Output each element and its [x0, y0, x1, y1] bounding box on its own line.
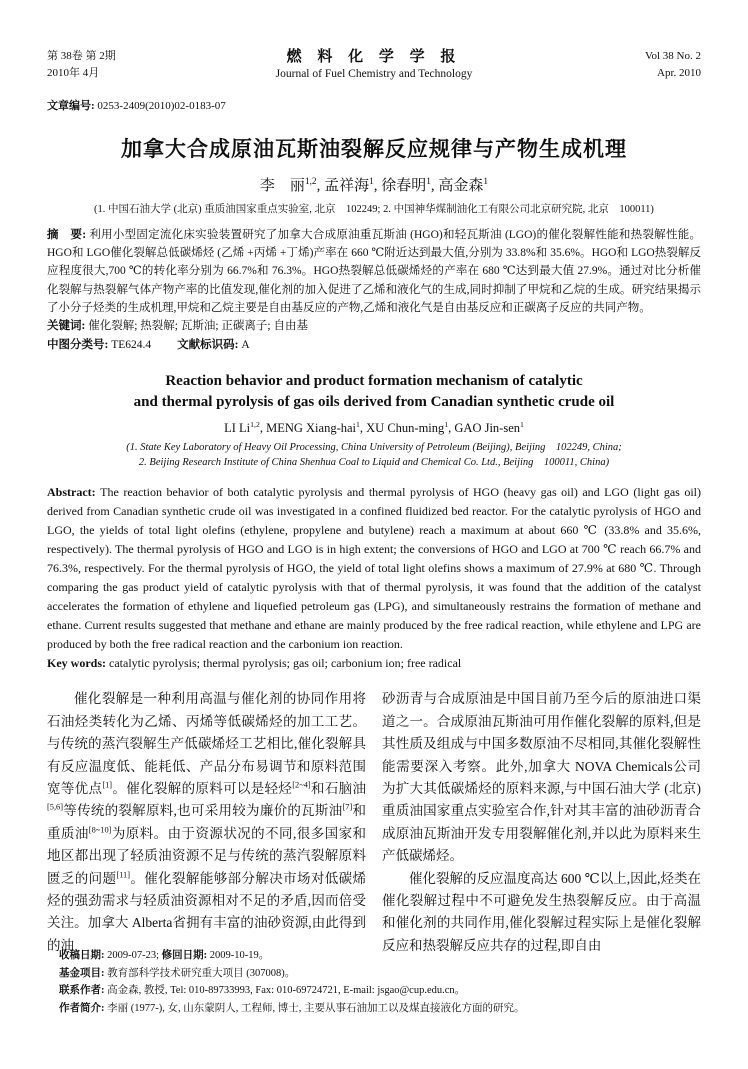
header-volume-block: [581, 48, 701, 82]
affiliation-en: [47, 440, 701, 470]
affiliation-en-line1: (1. State Key Laboratory of Heavy Oil Processing, China University of Petroleum (Beijing), Beijing 102249, China;: [126, 442, 622, 454]
footnote-received-line: 收稿日期: 2009-07-23; 修回日期: 2009-10-19。: [59, 950, 270, 961]
article-title-en: [47, 371, 701, 413]
header-journal-name-block: [167, 48, 581, 82]
issue-date-cn: 2010年 4月: [47, 67, 100, 79]
article-title-en-line2: and thermal pyrolysis of gas oils derived from Canadian synthetic crude oil: [133, 394, 615, 411]
body-paragraph: 催化裂解的反应温度高达 600 ℃以上,因此,烃类在催化裂解过程中不可避免发生热裂解反应。由于高温和催化剂的共同作用,催化裂解过程实际上是催化裂解反应和热裂解反应共存的过程,即自由: [382, 870, 701, 953]
article-title-cn: 加拿大合成原油瓦斯油裂解反应规律与产物生成机理: [121, 137, 627, 161]
footnote-foundation-line: 基金项目: 教育部科学技术研究重大项目 (307008)。: [59, 967, 296, 979]
abstract-cn: 摘 要: 利用小型固定流化床实验装置研究了加拿大合成原油重瓦斯油 (HGO)和轻瓦斯油 (LGO)的催化裂解性能和热裂解性能。HGO和 LGO催化裂解总低碳烯烃 (乙烯 +丙烯 +丁烯)产率在 660 ℃附近达到最大值,分别为 33.8%和 35.6%。HGO和 LGO热裂解反应程度很大,700 ℃的转化率分别为 66.7%和 76.3%。HGO热裂解总低碳烯烃的产率在 680 ℃达到最大值 27.9%。通过对比分析催化裂解与热裂解气体产物产率的比值发现,催化剂的加入促进了乙烯和液化气的生成,同时抑制了甲烷和乙烷的生成。研究结果揭示了小分子烃类的生成机理,甲烷和乙烷主要是自由基反应的产物,乙烯和液化气是自由基反应和正碳离子反应的共同产物。: [47, 229, 701, 314]
doc-code-value: A: [241, 339, 250, 352]
body-paragraph: 催化裂解是一种利用高温与催化剂的协同作用将石油烃类转化为乙烯、丙烯等低碳烯烃的加工工艺。与传统的蒸汽裂解生产低碳烯烃工艺相比,催化裂解具有反应温度低、能耗低、产品分布易调节和原料范围宽等优点[1]。催化裂解的原料可以是轻烃[2~4]和石脑油[5,6]等传统的裂解原料,也可采用较为廉价的瓦斯油[7]和重质油[8~10]为原料。由于资源状况的不同,很多国家和地区都出现了轻质油资源不足与传统的蒸汽裂解原料匮乏的问题[11]。催化裂解能够部分解决市场对低碳烯烃的强劲需求与轻质油资源相对不足的矛盾,因而倍受关注。加拿大 Alberta省拥有丰富的油砂资源,由此得到的油: [47, 691, 367, 953]
footnotes-block: [59, 947, 701, 1017]
body-column-right: [382, 688, 701, 957]
body-column-left: [47, 688, 366, 957]
authors-line-cn: 李 丽$^{1,2}$, 孟祥海$^1$, 徐春明$^1$, 高金森$^1$: [259, 177, 489, 194]
footnote-author-bio-line: 作者简介: 李丽 (1977-), 女, 山东蒙阴人, 工程师, 博士, 主要从事石油加工以及煤直接液化方面的研究。: [59, 1002, 525, 1014]
journal-name-cn: 燃 料 化 学 学 报: [286, 49, 462, 65]
article-id-label: 文章编号:: [47, 100, 95, 112]
clc-value: TE624.4: [111, 339, 152, 352]
article-id-value: 0253-2409(2010)02-0183-07: [94, 100, 226, 112]
article-title-en-line1: Reaction behavior and product formation mechanism of catalytic: [165, 373, 583, 390]
affiliation-en-line2: 2. Beijing Research Institute of China Shenhua Coal to Liquid and Chemical Co. Ltd., Beijing 100011, China): [138, 457, 610, 469]
journal-name-en: Journal of Fuel Chemistry and Technology: [275, 68, 473, 80]
keywords-en: Key words: catalytic pyrolysis; thermal pyrolysis; gas oil; carbonium ion; free radical: [47, 656, 462, 671]
affiliation-cn: (1. 中国石油大学 (北京) 重质油国家重点实验室, 北京 102249; 2. 中国神华煤制油化工有限公司北京研究院, 北京 100011): [94, 204, 654, 215]
clc-line: [47, 336, 701, 354]
authors-line-en: LI Li$^{1,2}$, MENG Xiang-hai$^1$, XU Chun-ming$^1$, GAO Jin-sen$^1$: [224, 420, 524, 436]
clc-label: 中图分类号:: [47, 339, 112, 352]
header-issue-block: [47, 48, 167, 82]
body-paragraph: 砂沥青与合成原油是中国目前乃至今后的原油进口渠道之一。合成原油瓦斯油可用作催化裂解的原料,但是其性质及组成与中国多数原油不尽相同,其催化裂解性能需要深入考察。此外,加拿大 NOVA Chemicals公司为扩大其低碳烯烃的原料来源,与中国石油大学 (北京)重质油国家重点实验室合作,针对其丰富的油砂沥青合成原油瓦斯油开发专用裂解催化剂,并以此为原料来生产低碳烯烃。: [382, 691, 701, 864]
article-id-line: [47, 97, 701, 113]
body-columns: [47, 688, 701, 957]
issue-date-en: Apr. 2010: [657, 67, 701, 79]
issue-number-cn: 第 38卷 第 2期: [47, 50, 116, 62]
keywords-cn: 关键词: 催化裂解; 热裂解; 瓦斯油; 正碳离子; 自由基: [47, 320, 308, 333]
volume-number-en: Vol 38 No. 2: [644, 50, 701, 62]
journal-header: [47, 48, 701, 82]
footnote-corresponding-author-line: 联系作者: 高金森, 教授, Tel: 010-89733993, Fax: 010-69724721, E-mail: jsgao@cup.edu.cn。: [59, 985, 466, 997]
doc-code-label: 文献标识码:: [177, 339, 242, 352]
abstract-en: Abstract: The reaction behavior of both catalytic pyrolysis and thermal pyrolysis of HGO (heavy gas oil) and LGO (light gas oil) derived from Canadian synthetic crude oil was investigated in a confined fluidized bed reactor. For the catalytic pyrolysis of HGO and LGO, the yields of total light olefins (ethylene, propylene and butylene) reach a maximum at about 660 ℃ (33.8% and 35.6%, respectively). The thermal pyrolysis of HGO and LGO is in high extent; the conversions of HGO and LGO at 700 ℃ reach 66.7% and 76.3%, respectively. For the thermal pyrolysis of HGO, the yield of total light olefins shows a maximum of 27.9% at 680 ℃. Through comparing the gas product yield of catalytic pyrolysis with that of thermal pyrolysis, it was found that the addition of the catalyst accelerates the formation of ethylene and liquefied petroleum gas (LPG), and simultaneously restrains the formation of methane and ethane. Current results suggested that methane and ethane are mainly produced by the free radical reaction, while ethylene and LPG are produced by both the free radical reaction and the carbonium ion reaction.: [47, 485, 702, 652]
